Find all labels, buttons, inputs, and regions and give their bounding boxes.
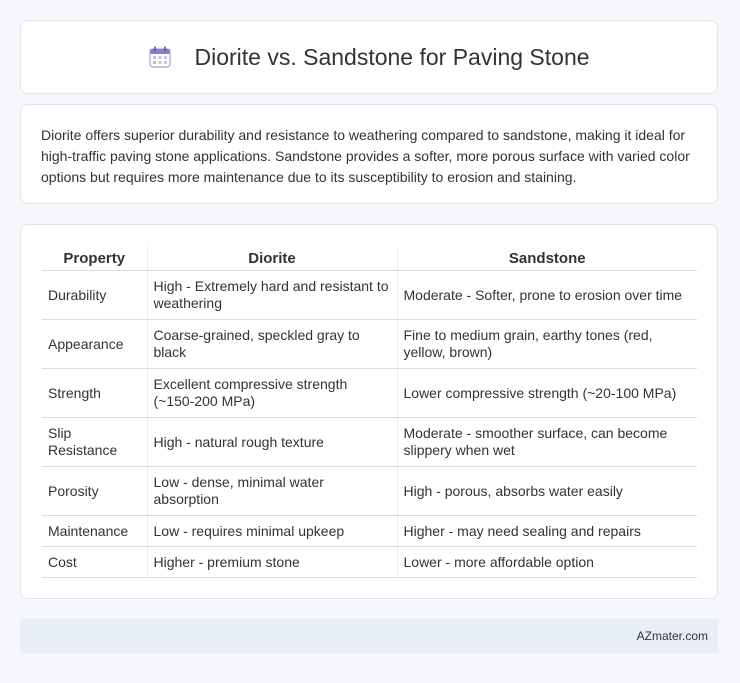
sandstone-cell: Fine to medium grain, earthy tones (red, yellow, brown)	[397, 320, 697, 369]
sandstone-cell: Lower - more affordable option	[397, 547, 697, 578]
summary-text: Diorite offers superior durability and resistance to weathering compared to sandstone, making it ideal for high-traffic paving stone applications. Sandstone provides a softer, more porous surface with varied color options but requires more maintenance due to its susceptibility to erosion and staining.	[41, 127, 690, 185]
property-cell: Cost	[42, 547, 147, 578]
property-cell: Durability	[42, 271, 147, 320]
comparison-card	[20, 224, 718, 599]
header-property: Property	[42, 246, 147, 271]
sandstone-cell: High - porous, absorbs water easily	[397, 467, 697, 516]
table-header-row	[42, 246, 697, 271]
table-row	[42, 271, 697, 320]
footer	[20, 619, 718, 653]
diorite-cell: Low - dense, minimal water absorption	[147, 467, 397, 516]
diorite-cell: Excellent compressive strength (~150-200 MPa)	[147, 369, 397, 418]
calendar-icon	[148, 45, 172, 69]
sandstone-cell: Moderate - smoother surface, can become slippery when wet	[397, 418, 697, 467]
diorite-cell: Low - requires minimal upkeep	[147, 516, 397, 547]
diorite-cell: Coarse-grained, speckled gray to black	[147, 320, 397, 369]
diorite-cell: High - natural rough texture	[147, 418, 397, 467]
property-cell: Appearance	[42, 320, 147, 369]
property-cell: Strength	[42, 369, 147, 418]
diorite-cell: Higher - premium stone	[147, 547, 397, 578]
sandstone-cell: Lower compressive strength (~20-100 MPa)	[397, 369, 697, 418]
property-cell: Maintenance	[42, 516, 147, 547]
title-card	[20, 20, 718, 94]
table-row	[42, 418, 697, 467]
table-row	[42, 369, 697, 418]
table-row	[42, 516, 697, 547]
diorite-cell: High - Extremely hard and resistant to weathering	[147, 271, 397, 320]
property-cell: Slip Resistance	[42, 418, 147, 467]
header-sandstone: Sandstone	[397, 246, 697, 271]
sandstone-cell: Moderate - Softer, prone to erosion over time	[397, 271, 697, 320]
page-title: Diorite vs. Sandstone for Paving Stone	[194, 43, 590, 70]
header-diorite: Diorite	[147, 246, 397, 271]
table-row	[42, 320, 697, 369]
sandstone-cell: Higher - may need sealing and repairs	[397, 516, 697, 547]
property-cell: Porosity	[42, 467, 147, 516]
comparison-table	[42, 246, 697, 578]
summary-card	[20, 104, 718, 204]
footer-brand: AZmater.com	[636, 629, 708, 643]
table-row	[42, 467, 697, 516]
table-row	[42, 547, 697, 578]
